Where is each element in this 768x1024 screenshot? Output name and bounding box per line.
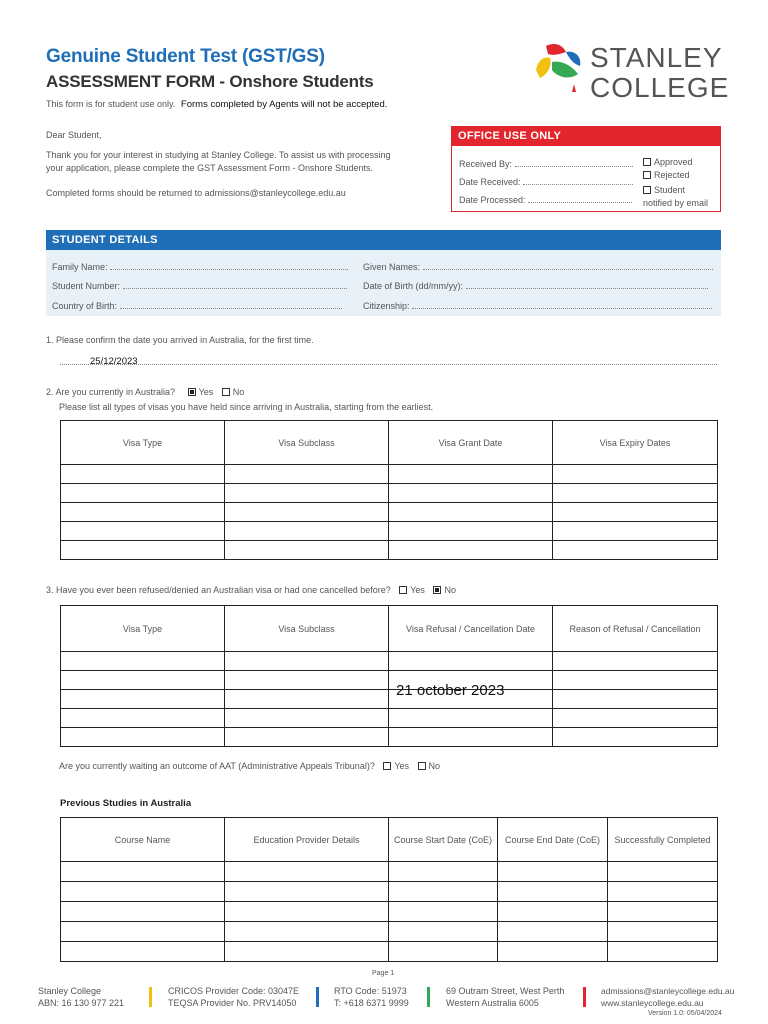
table-row	[61, 902, 718, 922]
table-cell[interactable]	[389, 902, 498, 922]
footer-text: Western Australia 6005	[446, 998, 539, 1008]
notified-label: notified by email	[643, 198, 709, 208]
table-cell[interactable]	[225, 652, 389, 671]
table-row	[61, 671, 718, 690]
column-header: Visa Type	[61, 421, 225, 465]
table-cell[interactable]	[225, 465, 389, 484]
checkbox-checked-icon	[433, 586, 441, 594]
agent-stamp: Forms completed by Agents will not be accepted.	[180, 99, 388, 110]
previous-studies-title: Previous Studies in Australia	[60, 798, 192, 809]
dob-field[interactable]	[363, 281, 708, 291]
checkbox-icon	[643, 186, 651, 194]
table-row	[61, 862, 718, 882]
date-received-field[interactable]	[459, 177, 633, 187]
footer-col-1	[38, 985, 124, 1009]
received-by-label: Received By:	[459, 159, 513, 169]
intro-line2: your application, please complete the GST Assessment Form - Onshore Students.	[46, 163, 373, 173]
student-label: Student	[654, 185, 686, 195]
previous-studies-table	[60, 817, 718, 962]
table-row	[61, 942, 718, 962]
table-row	[61, 882, 718, 902]
table-header-row	[61, 606, 718, 652]
table-cell[interactable]	[553, 709, 718, 728]
checkbox-checked-icon	[188, 388, 196, 396]
table-cell[interactable]	[225, 922, 389, 942]
table-cell[interactable]	[61, 652, 225, 671]
table-row	[61, 922, 718, 942]
approved-checkbox[interactable]	[643, 157, 693, 167]
table-cell[interactable]	[225, 942, 389, 962]
form-subtitle: ASSESSMENT FORM - Onshore Students	[46, 72, 374, 91]
table-row	[61, 522, 718, 541]
footer-bar-green	[427, 987, 430, 1007]
student-number-field[interactable]	[52, 281, 347, 291]
q2-instruction: Please list all types of visas you have held since arriving in Australia, starting from the earliest.	[59, 402, 434, 412]
table-cell[interactable]	[225, 541, 389, 560]
column-header: Visa Subclass	[225, 606, 389, 652]
table-cell[interactable]	[389, 652, 553, 671]
table-cell[interactable]	[553, 503, 718, 522]
column-header: Course Start Date (CoE)	[389, 818, 498, 862]
received-by-field[interactable]	[459, 159, 633, 169]
table-cell[interactable]	[498, 922, 608, 942]
given-names-field[interactable]	[363, 262, 713, 272]
table-cell[interactable]	[498, 862, 608, 882]
table-cell[interactable]	[61, 690, 225, 709]
date-processed-field[interactable]	[459, 195, 632, 205]
table-cell[interactable]	[225, 902, 389, 922]
usage-notice-text: This form is for student use only.	[46, 99, 176, 109]
footer-col-4	[446, 985, 564, 1009]
footer-text: TEQSA Provider No. PRV14050	[168, 998, 297, 1008]
table-cell[interactable]	[225, 882, 389, 902]
footer-bar-blue	[316, 987, 319, 1007]
q3-row	[46, 585, 456, 595]
column-header: Course End Date (CoE)	[498, 818, 608, 862]
country-of-birth-field[interactable]	[52, 301, 342, 311]
table-cell[interactable]	[553, 465, 718, 484]
q3-no-option[interactable]	[433, 585, 456, 595]
table-row	[61, 728, 718, 747]
q2-no-label: No	[232, 387, 245, 397]
table-cell[interactable]	[553, 484, 718, 503]
table-cell[interactable]	[61, 862, 225, 882]
table-cell[interactable]	[389, 503, 553, 522]
student-number-label: Student Number:	[52, 281, 121, 291]
table-cell[interactable]	[553, 541, 718, 560]
table-cell[interactable]	[225, 728, 389, 747]
table-cell[interactable]	[389, 522, 553, 541]
table-cell[interactable]	[608, 882, 718, 902]
table-cell[interactable]	[553, 652, 718, 671]
column-header: Education Provider Details	[225, 818, 389, 862]
q3-no-label: No	[444, 585, 456, 595]
table-cell[interactable]	[608, 902, 718, 922]
intro-line1: Thank you for your interest in studying at Stanley College. To assist us with processing	[46, 150, 391, 160]
visa-history-table	[60, 420, 718, 560]
date-processed-label: Date Processed:	[459, 195, 526, 205]
table-cell[interactable]	[225, 503, 389, 522]
table-cell[interactable]	[61, 522, 225, 541]
version-text: Version 1.0: 05/04/2024	[648, 1010, 722, 1017]
aat-no-label: No	[428, 761, 441, 771]
page-number: Page 1	[372, 970, 395, 977]
logo-stanley: STANLEY	[590, 42, 723, 73]
q3-yes-option[interactable]	[399, 585, 425, 595]
table-cell[interactable]	[225, 671, 389, 690]
student-details-box	[46, 250, 721, 316]
family-name-label: Family Name:	[52, 262, 108, 272]
footer-text: RTO Code: 51973	[334, 986, 407, 996]
column-header: Reason of Refusal / Cancellation	[553, 606, 718, 652]
office-use-title: OFFICE USE ONLY	[452, 127, 720, 146]
table-cell[interactable]	[61, 882, 225, 902]
table-cell[interactable]	[61, 709, 225, 728]
footer-bar-yellow	[149, 987, 152, 1007]
country-of-birth-label: Country of Birth:	[52, 301, 118, 311]
citizenship-field[interactable]	[363, 301, 712, 311]
footer-col-2	[168, 985, 299, 1009]
table-cell[interactable]	[389, 862, 498, 882]
checkbox-icon	[222, 388, 230, 396]
footer-text: Stanley College	[38, 986, 102, 996]
return-instructions: Completed forms should be returned to admissions@stanleycollege.edu.au	[46, 188, 346, 198]
table-cell[interactable]	[553, 671, 718, 690]
table-cell[interactable]	[61, 922, 225, 942]
q2-yes-option[interactable]	[188, 387, 214, 397]
table-cell[interactable]	[498, 942, 608, 962]
logo-college: COLLEGE	[590, 72, 730, 103]
q2-row	[46, 387, 244, 397]
rejected-checkbox[interactable]	[643, 170, 690, 180]
aat-text: Are you currently waiting an outcome of AAT (Administrative Appeals Tribunal)?	[59, 761, 375, 771]
table-row	[61, 465, 718, 484]
table-cell[interactable]	[61, 484, 225, 503]
table-cell[interactable]	[608, 862, 718, 882]
table-cell[interactable]	[389, 922, 498, 942]
rejected-label: Rejected	[654, 170, 690, 180]
table-row	[61, 652, 718, 671]
greeting: Dear Student,	[46, 130, 102, 140]
checkbox-icon	[418, 762, 426, 770]
column-header: Course Name	[61, 818, 225, 862]
table-cell[interactable]	[225, 484, 389, 503]
college-logo	[532, 40, 728, 102]
footer-bar-red	[583, 987, 586, 1007]
footer-text: T: +618 6371 9999	[334, 998, 409, 1008]
footer-text: CRICOS Provider Code: 03047E	[168, 986, 300, 996]
checkbox-icon	[643, 171, 651, 179]
refusal-date-handwritten[interactable]: 21 october 2023	[396, 682, 505, 699]
citizenship-label: Citizenship:	[363, 301, 410, 311]
q3-yes-label: Yes	[410, 585, 425, 595]
date-received-label: Date Received:	[459, 177, 521, 187]
table-cell[interactable]	[61, 465, 225, 484]
table-cell[interactable]	[389, 709, 553, 728]
table-cell[interactable]	[498, 902, 608, 922]
footer-text: ABN: 16 130 977 221	[38, 998, 125, 1008]
aat-no-option[interactable]	[418, 761, 441, 771]
footer-website-link[interactable]: www.stanleycollege.edu.au	[601, 998, 704, 1008]
q2-no-option[interactable]	[222, 387, 245, 397]
table-header-row	[61, 421, 718, 465]
table-cell[interactable]	[389, 942, 498, 962]
footer-col-3	[334, 985, 409, 1009]
column-header: Visa Expiry Dates	[553, 421, 718, 465]
table-cell[interactable]	[498, 882, 608, 902]
column-header: Successfully Completed	[608, 818, 718, 862]
table-row	[61, 503, 718, 522]
dob-label: Date of Birth (dd/mm/yy):	[363, 281, 464, 291]
table-row	[61, 541, 718, 560]
q1-answer[interactable]: 25/12/2023	[90, 356, 138, 367]
table-cell[interactable]	[553, 522, 718, 541]
aat-yes-option[interactable]	[383, 761, 409, 771]
usage-notice	[46, 99, 387, 110]
visa-refusal-table	[60, 605, 718, 747]
australia-logo-icon	[532, 40, 588, 102]
table-cell[interactable]	[61, 541, 225, 560]
table-cell[interactable]	[608, 922, 718, 942]
footer-email-link[interactable]: admissions@stanleycollege.edu.au	[601, 986, 735, 996]
student-details-title: STUDENT DETAILS	[46, 230, 721, 250]
table-cell[interactable]	[553, 690, 718, 709]
table-cell[interactable]	[389, 882, 498, 902]
aat-row	[59, 761, 440, 771]
table-row	[61, 484, 718, 503]
table-cell[interactable]	[608, 942, 718, 962]
q1-answer-line	[60, 364, 717, 365]
office-use-box	[451, 126, 721, 212]
table-cell[interactable]	[225, 690, 389, 709]
table-cell[interactable]	[389, 484, 553, 503]
footer-text: 69 Outram Street, West Perth	[446, 986, 565, 996]
checkbox-icon	[383, 762, 391, 770]
q1-text: 1. Please confirm the date you arrived in Australia, for the first time.	[46, 335, 314, 345]
form-title: Genuine Student Test (GST/GS)	[46, 46, 325, 67]
checkbox-icon	[399, 586, 407, 594]
given-names-label: Given Names:	[363, 262, 421, 272]
q2-text: 2. Are you currently in Australia?	[46, 387, 176, 397]
column-header: Visa Subclass	[225, 421, 389, 465]
q3-text: 3. Have you ever been refused/denied an Australian visa or had one cancelled before?	[46, 585, 391, 595]
family-name-field[interactable]	[52, 262, 348, 272]
table-cell[interactable]	[61, 671, 225, 690]
table-cell[interactable]	[61, 503, 225, 522]
footer-col-5	[601, 985, 734, 1009]
table-cell[interactable]	[553, 728, 718, 747]
column-header: Visa Refusal / Cancellation Date	[389, 606, 553, 652]
table-row	[61, 690, 718, 709]
table-cell[interactable]	[389, 728, 553, 747]
q2-yes-label: Yes	[198, 387, 214, 397]
approved-label: Approved	[654, 157, 693, 167]
table-cell[interactable]	[225, 709, 389, 728]
column-header: Visa Type	[61, 606, 225, 652]
table-header-row	[61, 818, 718, 862]
table-row	[61, 709, 718, 728]
aat-yes-label: Yes	[394, 761, 410, 771]
table-cell[interactable]	[61, 728, 225, 747]
checkbox-icon	[643, 158, 651, 166]
table-cell[interactable]	[225, 862, 389, 882]
column-header: Visa Grant Date	[389, 421, 553, 465]
table-cell[interactable]	[389, 541, 553, 560]
table-cell[interactable]	[389, 465, 553, 484]
table-cell[interactable]	[61, 942, 225, 962]
table-cell[interactable]	[225, 522, 389, 541]
student-notified-checkbox[interactable]	[643, 185, 685, 195]
table-cell[interactable]	[61, 902, 225, 922]
